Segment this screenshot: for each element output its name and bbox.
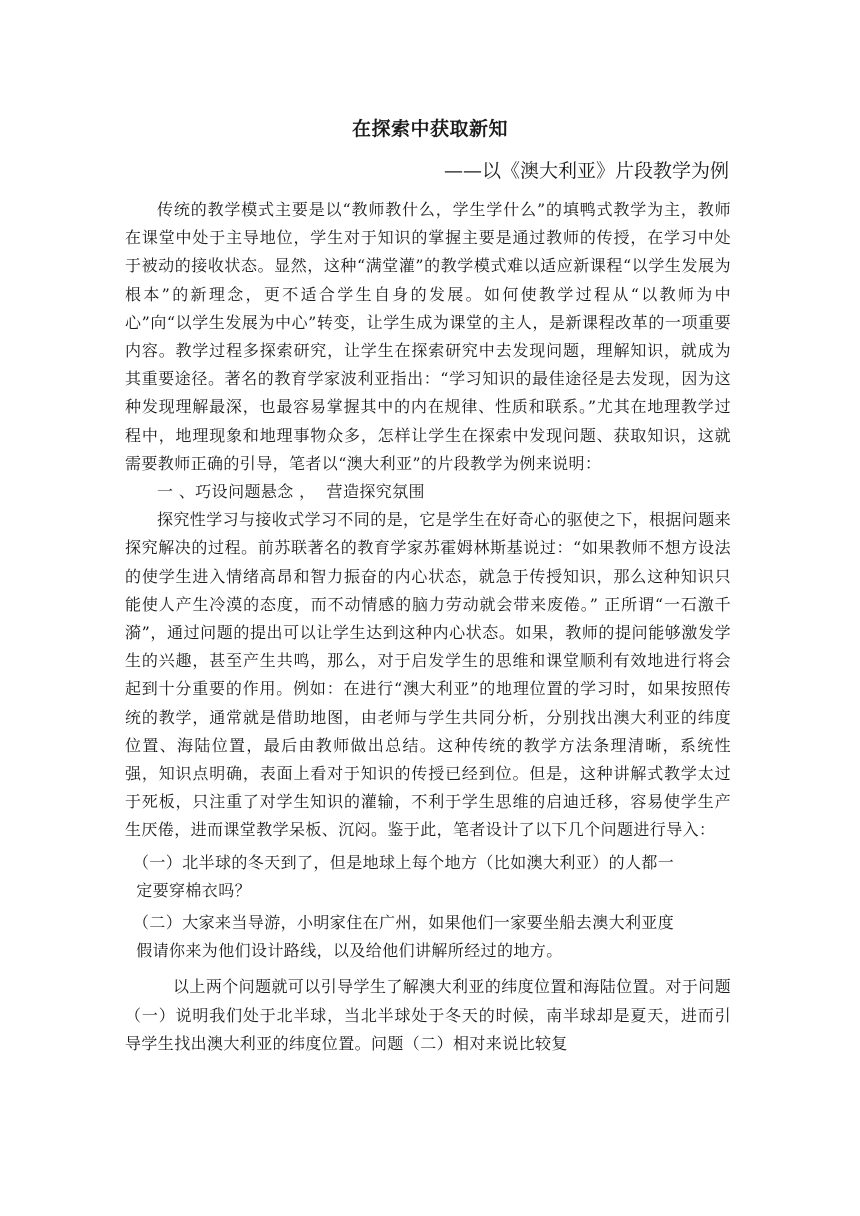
document-body (125, 196, 731, 1058)
document-title: 在探索中获取新知 (351, 118, 508, 140)
intro-paragraph: 传统的教学模式主要是以“教师教什么，学生学什么”的填鸭式教学为主，教师在课堂中处于主导地位，学生对于知识的掌握主要是通过教师的传授，在学习中处于被动的接收状态。显然，这种“满堂灌”的教学模式难以适应新课程“以学生发展为根本”的新理念，更不适合学生自身的发展。如何使教学过程从“以教师为中心”向“以学生发展为中心”转变，让学生成为课堂的主人，是新课程改革的一项重要内容。教学过程多探索研究，让学生在探索研究中去发现问题，理解知识，就成为其重要途径。著名的教育学家波利亚指出：“学习知识的最佳途径是去发现，因为这种发现理解最深，也最容易掌握其中的内在规律、性质和联系。”尤其在地理教学过程中，地理现象和地理事物众多，怎样让学生在探索中发现问题、获取知识，这就需要教师正确的引导，笔者以“澳大利亚”的片段教学为例来说明： (125, 200, 731, 473)
question-two (125, 909, 731, 965)
analysis-paragraph: 以上两个问题就可以引导学生了解澳大利亚的纬度位置和海陆位置。对于问题（一）说明我们处于北半球，当北半球处于冬天的时候，南半球却是夏天，进而引导学生找出澳大利亚的纬度位置。问题（二）相对来说比较复 (125, 977, 731, 1053)
question-two-line-1: （二）大家来当导游，小明家住在广州，如果他们一家要坐船去澳大利亚度 (133, 913, 675, 933)
section-heading: 一 、巧设问题悬念 ， 营造探究氛围 (157, 482, 425, 502)
document-subtitle: ——以《澳大利亚》片段教学为例 (443, 160, 729, 182)
question-one-line-2: 定要穿棉衣吗？ (136, 880, 251, 900)
question-two-line-2: 假请你来为他们设计路线，以及给他们讲解所经过的地方。 (136, 941, 563, 961)
question-one (125, 849, 731, 905)
question-one-line-1: （一）北半球的冬天到了，但是地球上每个地方（比如澳大利亚）的人都一 (133, 852, 675, 872)
section-paragraph: 探究性学习与接收式学习不同的是，它是学生在好奇心的驱使之下，根据问题来探究解决的过程。前苏联著名的教育学家苏霍姆林斯基说过：“如果教师不想方设法的使学生进入情绪高昂和智力振奋的内心状态，就急于传授知识，那么这种知识只能使人产生冷漠的态度，而不动情感的脑力劳动就会带来废倦。” 正所谓“一石激千漪”，通过问题的提出可以让学生达到这种内心状态。如果，教师的提问能够激发学生的兴趣，甚至产生共鸣，那么，对于启发学生的思维和课堂顺利有效地进行将会起到十分重要的作用。例如：在进行“澳大利亚”的地理位置的学习时，如果按照传统的教学，通常就是借助地图，由老师与学生共同分析，分别找出澳大利亚的纬度位置、海陆位置，最后由教师做出总结。这种传统的教学方法条理清晰，系统性强，知识点明确，表面上看对于知识的传授已经到位。但是，这种讲解式教学太过于死板，只注重了对学生知识的灌输，不利于学生思维的启迪迁移，容易使学生产生厌倦，进而课堂教学呆板、沉闷。鉴于此，笔者设计了以下几个问题进行导入： (125, 510, 732, 840)
